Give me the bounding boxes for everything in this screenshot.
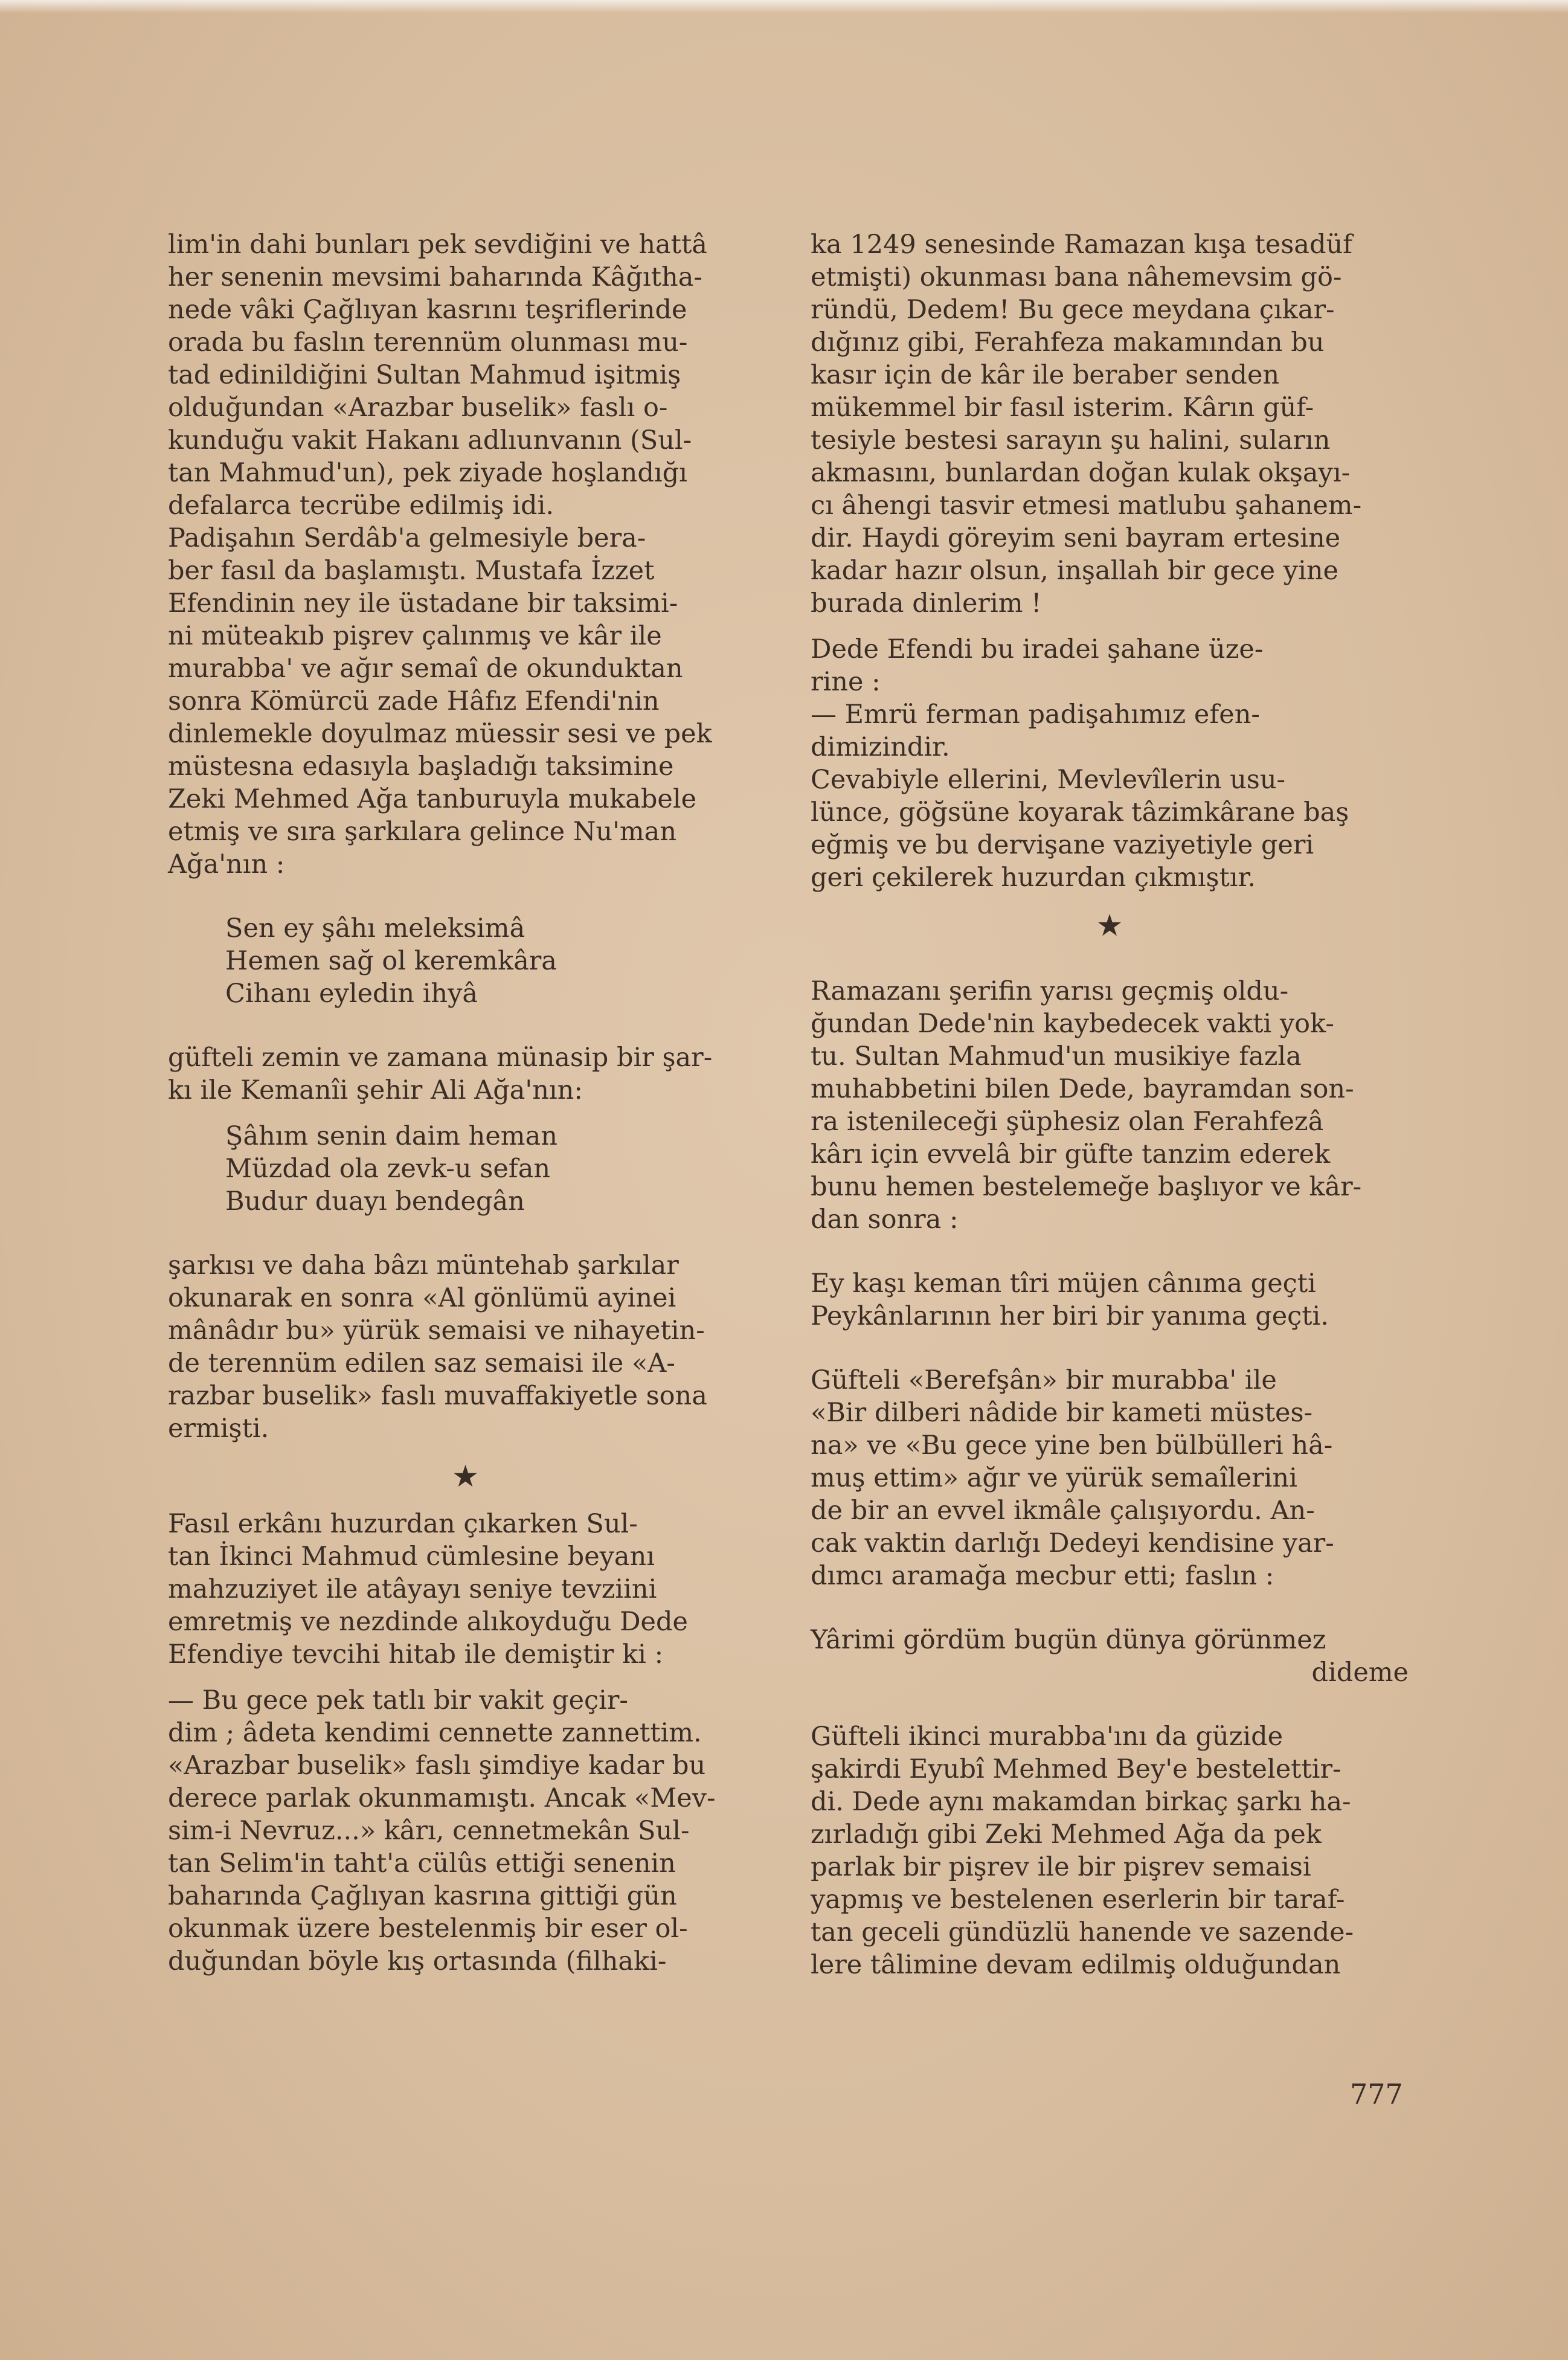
right-paragraph-7: Güfteli ikinci murabba'ını da güzide şakirdi Eyubî Mehmed Bey'e bestelettir- di. Dede aynı makamdan birkaç şarkı ha- zırladığı gibi Zeki Mehmed Ağa da pek parlak bir pişrev ile bir pişrev semaisi yapmış ve bestelenen eserlerin bir taraf- tan geceli gündüzlü hanende ve sazende- lere tâlimine devam edilmiş olduğundan bbox=[811, 1722, 1354, 1980]
right-paragraph-5: Ramazanı şerifin yarısı geçmiş oldu- ğundan Dede'nin kaybedecek vakti yok- tu. Sultan Mahmud'un musikiye fazla muhabbetini bilen Dede, bayramdan son- ra istenileceği şüphesiz olan Ferahfezâ kârı için evvelâ bir güfte tanzim ederek bunu hemen bestelemeğe başlıyor ve kâr- dan sonra : bbox=[811, 976, 1362, 1235]
left-paragraph-6: — Bu gece pek tatlı bir vakit geçir- dim ; âdeta kendimi cennette zannettim. «Arazbar buselik» faslı şimdiye kadar bu derece parlak okunmamıştı. Ancak «Mev- sim-i Nevruz...» kârı, cennetmekân Sul- tan Selim'in taht'a cülûs ettiği senenin baharında Çağlıyan kasrına gittiği gün okunmak üzere bestelenmiş bir eser ol- duğundan böyle kış ortasında (filhaki- bbox=[168, 1685, 716, 1976]
right-paragraph-6: Güfteli «Berefşân» bir murabba' ile «Bir dilberi nâdide bir kameti müstes- na» ve «Bu gece yine ben bülbülleri hâ- muş ettim» ağır ve yürük semaîlerini de bir an evvel ikmâle çalışıyordu. An- cak vaktin darlığı Dedeyi kendisine yar- dımcı aramağa mecbur etti; faslın : bbox=[811, 1365, 1334, 1591]
left-paragraph-3: güfteli zemin ve zamana münasip bir şar- kı ile Kemanîi şehir Ali Ağa'nın: bbox=[168, 1043, 713, 1105]
right-paragraph-1: ka 1249 senesinde Ramazan kışa tesadüf etmişti) okunması bana nâhemevsim gö- ründü, Dedem! Bu gece meydana çıkar- dığınız gibi, Ferahfeza makamından bu kasır için de kâr ile beraber senden mükemmel bir fasıl isterim. Kârın güf- tesiyle bestesi sarayın şu halini, suların akmasını, bunlardan doğan kulak okşayı- cı âhengi tasvir etmesi matlubu şahanem- dir. Haydi göreyim seni bayram ertesine kadar hazır olsun, inşallah bir gece yine burada dinlerim ! bbox=[811, 230, 1362, 619]
right-paragraph-3: — Emrü ferman padişahımız efen- dimizindir. bbox=[811, 699, 1260, 762]
left-verse-1: Sen ey şâhı meleksimâ Hemen sağ ol keremkâra Cihanı eyledin ihyâ bbox=[225, 913, 557, 1009]
right-star-separator: ★ bbox=[1096, 908, 1123, 943]
left-paragraph-5: Fasıl erkânı huzurdan çıkarken Sul- tan İkinci Mahmud cümlesine beyanı mahzuziyet ile atâyayı seniye tevziini emretmiş ve nezdinde alıkoyduğu Dede Efendiye tevcihi hitab ile demiştir ki : bbox=[168, 1509, 688, 1670]
left-star-separator: ★ bbox=[452, 1459, 479, 1494]
right-verse-2-line-1: Yârimi gördüm bugün dünya görünmez bbox=[811, 1625, 1326, 1655]
left-verse-2: Şâhım senin daim heman Müzdad ola zevk-u sefan Budur duayı bendegân bbox=[225, 1121, 557, 1217]
right-paragraph-2: Dede Efendi bu iradei şahane üze- rine : bbox=[811, 634, 1264, 697]
left-paragraph-1: lim'in dahi bunları pek sevdiğini ve hattâ her senenin mevsimi baharında Kâğıtha- nede vâki Çağlıyan kasrını teşriflerinde orada bu faslın terennüm olunması mu- tad edinildiğini Sultan Mahmud işitmiş olduğundan «Arazbar buselik» faslı o- kunduğu vakit Hakanı adlıunvanın (Sul- tan Mahmud'un), pek ziyade hoşlandığı defalarca tecrübe edilmiş idi. bbox=[168, 230, 707, 521]
torn-top-edge bbox=[0, 0, 1568, 13]
left-column bbox=[168, 228, 763, 1978]
page-number: 777 bbox=[1350, 2078, 1403, 2111]
right-paragraph-4: Cevabiyle ellerini, Mevlevîlerin usu- lünce, göğsüne koyarak tâzimkârane baş eğmiş ve bu dervişane vaziyetiyle geri geri çekilerek huzurdan çıkmıştır. bbox=[811, 765, 1349, 893]
left-paragraph-2: Padişahın Serdâb'a gelmesiyle bera- ber fasıl da başlamıştı. Mustafa İzzet Efendinin ney ile üstadane bir taksimi- ni müteakıb pişrev çalınmış ve kâr ile murabba' ve ağır semaî de okunduktan sonra Kömürcü zade Hâfız Efendi'nin dinlemekle doyulmaz müessir sesi ve pek müstesna edasıyla başladığı taksimine Zeki Mehmed Ağa tanburuyla mukabele etmiş ve sıra şarkılara gelince Nu'man Ağa'nın : bbox=[168, 523, 712, 879]
left-paragraph-4: şarkısı ve daha bâzı müntehab şarkılar okunarak en sonra «Al gönlümü ayinei mânâdır bu» yürük semaisi ve nihayetin- de terennüm edilen saz semaisi ile «A- razbar buselik» faslı muvaffakiyetle sona ermişti. bbox=[168, 1250, 707, 1444]
right-verse-1: Ey kaşı keman tîri müjen cânıma geçti Peykânlarının her biri bir yanıma geçti. bbox=[811, 1268, 1329, 1331]
right-column bbox=[811, 228, 1409, 1981]
right-verse-2-line-2: dideme bbox=[1311, 1657, 1409, 1688]
